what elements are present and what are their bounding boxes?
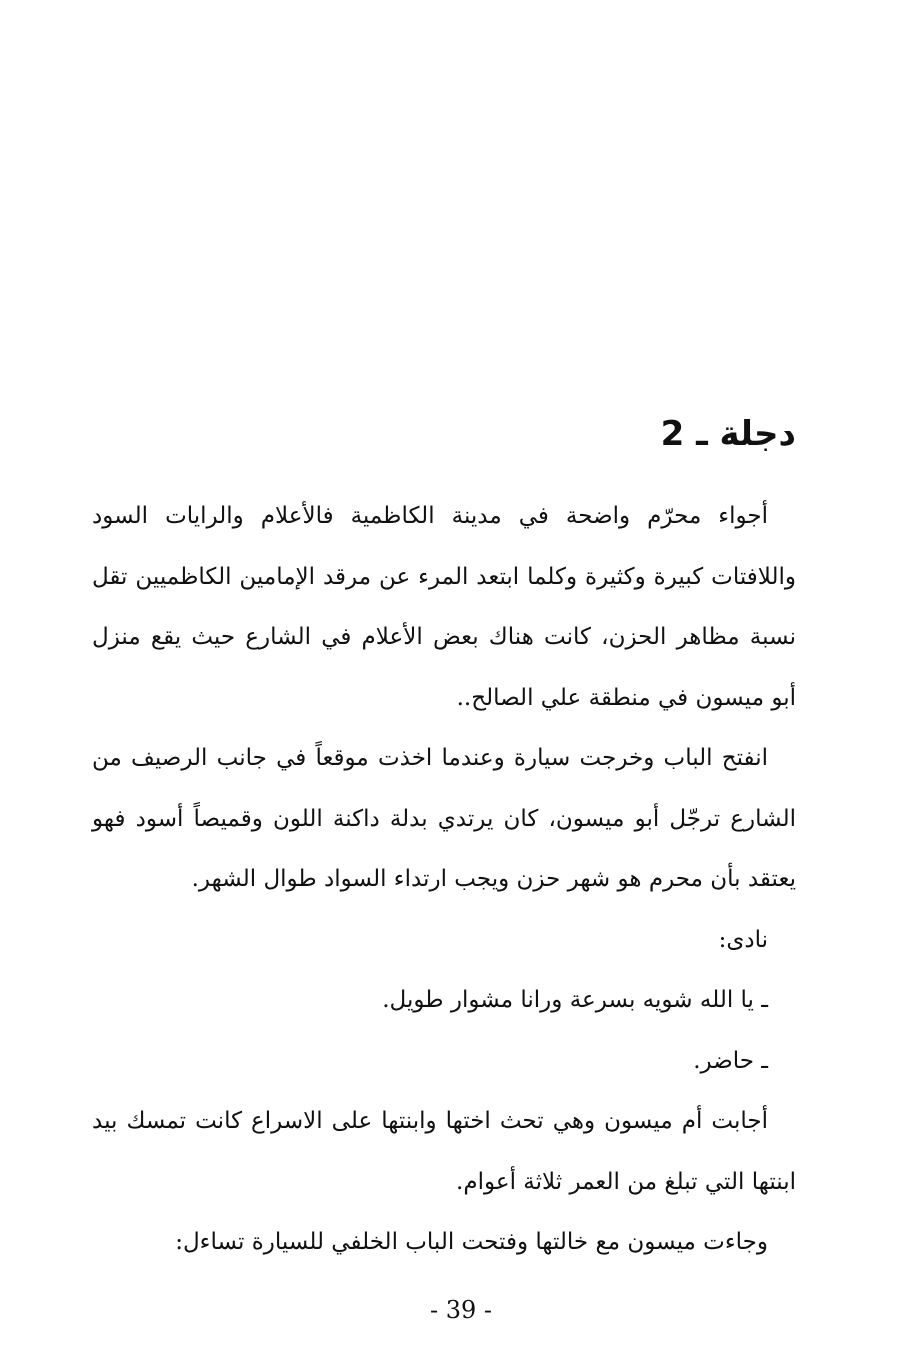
- paragraph: أجواء محرّم واضحة في مدينة الكاظمية فالأعلام والرايات السود واللافتات كبيرة وكثيرة وكلما ابتعد المرء عن مرقد الإمامين الكاظميين تقل نسبة مظاهر الحزن، كانت هناك بعض الأعلام في الشارع حيث يقع منزل أبو ميسون في منطقة علي الصالح..: [92, 503, 796, 711]
- body-text: [92, 486, 796, 1273]
- paragraph: انفتح الباب وخرجت سيارة وعندما اخذت موقعاً في جانب الرصيف من الشارع ترجّل أبو ميسون، كان يرتدي بدلة داكنة اللون وقميصاً أسود فهو يعتقد بأن محرم هو شهر حزن ويجب ارتداء السواد طوال الشهر.: [92, 745, 796, 892]
- page-number: - 39 -: [429, 1296, 492, 1324]
- dialogue-line: نادى:: [718, 926, 768, 953]
- paragraph: أجابت أم ميسون وهي تحث اختها وابنتها على الاسراع كانت تمسك بيد ابنتها التي تبلغ من العمر ثلاثة أعوام.: [92, 1108, 796, 1195]
- paragraph: وجاءت ميسون مع خالتها وفتحت الباب الخلفي للسيارة تساءل:: [175, 1229, 768, 1255]
- dialogue-line: ـ يا الله شويه بسرعة ورانا مشوار طويل.: [382, 987, 768, 1013]
- dialogue-line: ـ حاضر.: [693, 1047, 768, 1074]
- chapter-title: دجلة ـ 2: [660, 414, 796, 454]
